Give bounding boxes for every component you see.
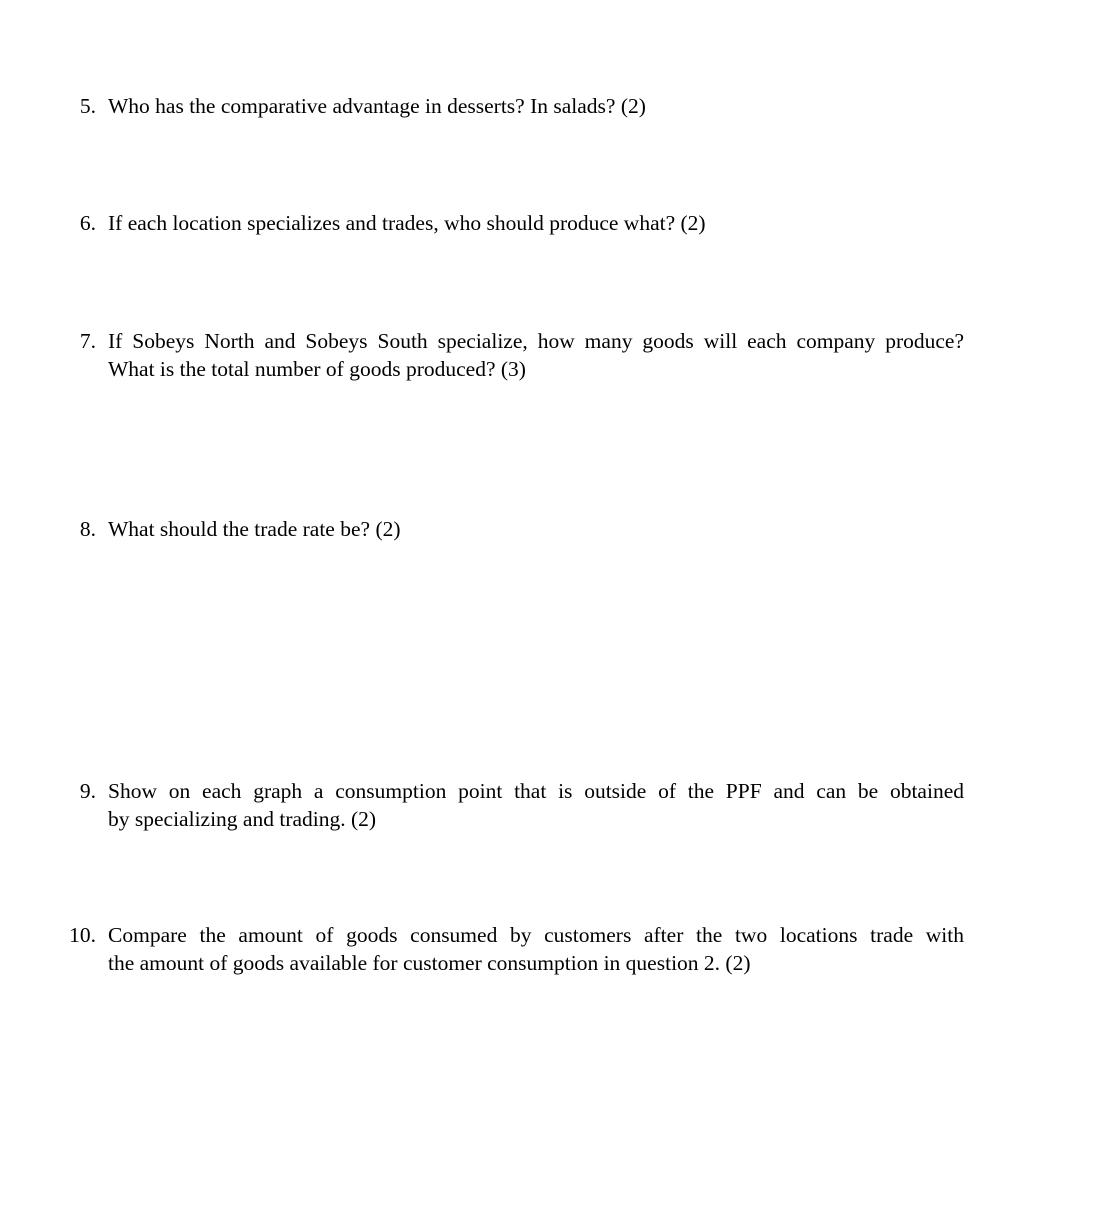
question-line: If each location specializes and trades, who should produce what? (2) <box>108 211 706 235</box>
question-line: Who has the comparative advantage in desserts? In salads? (2) <box>108 94 646 118</box>
question-line: Show on each graph a consumption point that is outside of the PPF and can be obtained <box>108 779 964 803</box>
question-text <box>108 515 988 543</box>
question-text <box>108 777 988 833</box>
question-number: 5. <box>79 94 96 118</box>
question-line: What should the trade rate be? (2) <box>108 517 401 541</box>
question-line: What is the total number of goods produced? (3) <box>108 357 526 381</box>
question-number: 6. <box>79 211 96 235</box>
question-line: by specializing and trading. (2) <box>108 807 377 831</box>
question-line: Compare the amount of goods consumed by customers after the two locations trade with <box>108 923 964 947</box>
question-text <box>108 92 988 120</box>
question-number: 8. <box>79 517 96 541</box>
question-number: 7. <box>79 329 96 353</box>
question-text <box>108 327 988 383</box>
question-line: If Sobeys North and Sobeys South specialize, how many goods will each company produce? <box>108 329 964 353</box>
question-text <box>108 921 988 977</box>
question-text <box>108 209 988 237</box>
question-number: 9. <box>79 779 96 803</box>
question-number: 10. <box>69 923 96 947</box>
question-line: the amount of goods available for customer consumption in question 2. (2) <box>108 951 751 975</box>
